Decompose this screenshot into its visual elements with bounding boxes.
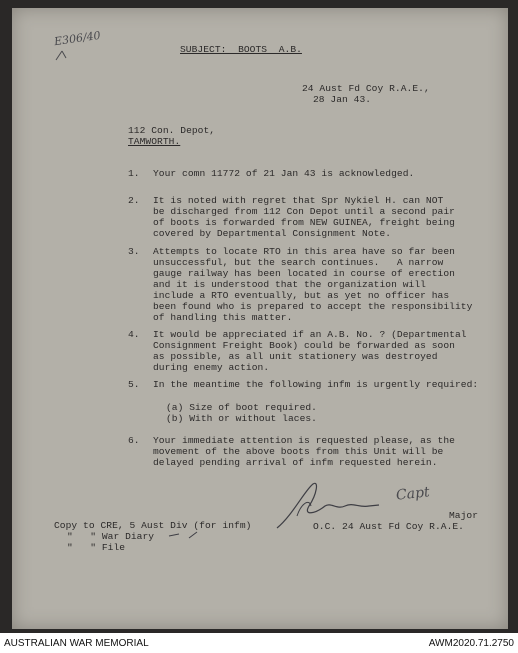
paragraph-line: be discharged from 112 Con Depot until a second pair: [153, 206, 455, 217]
addressee-line2: TAMWORTH.: [128, 136, 181, 147]
sub-item: (b) With or without laces.: [166, 413, 317, 424]
paragraph-number: 5.: [128, 379, 140, 390]
handwritten-tick-icon: [167, 528, 207, 542]
paragraph-line: movement of the above boots from this Unit will be: [153, 446, 444, 457]
paragraph-line: include a RTO eventually, but as yet no officer has: [153, 290, 450, 301]
paragraph-line: as possible, as all unit stationery was destroyed: [153, 351, 438, 362]
paragraph-line: Consignment Freight Book) could be forwarded as soon: [153, 340, 455, 351]
copy-line: " " War Diary: [67, 531, 155, 542]
handwritten-rank: Capt: [395, 484, 431, 504]
paragraph-line: gauge railway has been located in course of erection: [153, 268, 455, 279]
paragraph-line: during enemy action.: [153, 362, 270, 373]
from-unit: 24 Aust Fd Coy R.A.E.,: [302, 83, 430, 94]
paragraph-number: 2.: [128, 195, 140, 206]
paragraph-line: of boots is forwarded from NEW GUINEA, freight being: [153, 217, 455, 228]
institution-name: AUSTRALIAN WAR MEMORIAL: [4, 638, 149, 649]
paragraph-number: 4.: [128, 329, 140, 340]
paragraph-line: of handling this matter.: [153, 312, 293, 323]
paragraph-line: delayed pending arrival of infm requested herein.: [153, 457, 438, 468]
archive-footer: [0, 633, 518, 653]
paragraph-line: It is noted with regret that Spr Nykiel H. can NOT: [153, 195, 444, 206]
accession-number: AWM2020.71.2750: [428, 638, 514, 649]
paragraph-line: covered by Departmental Consignment Note.: [153, 228, 392, 239]
paragraph-line: In the meantime the following infm is urgently required:: [153, 379, 479, 390]
paragraph-line: been found who is prepared to accept the responsibility: [153, 301, 473, 312]
paragraph-line: Your comn 11772 of 21 Jan 43 is acknowledged.: [153, 168, 415, 179]
paragraph-number: 1.: [128, 168, 140, 179]
paragraph-number: 3.: [128, 246, 140, 257]
paragraph-number: 6.: [128, 435, 140, 446]
paragraph-line: and it is understood that the organization will: [153, 279, 426, 290]
handwritten-mark-icon: [52, 48, 74, 64]
paragraph-line: unsuccessful, but the search continues. A narrow: [153, 257, 444, 268]
copy-line: " " File: [67, 542, 126, 553]
typed-rank: Major: [449, 510, 479, 521]
copy-line: Copy to CRE, 5 Aust Div (for infm): [54, 520, 252, 531]
addressee-line1: 112 Con. Depot,: [128, 125, 216, 136]
paragraph-line: It would be appreciated if an A.B. No. ? (Departmental: [153, 329, 467, 340]
subject-line: SUBJECT: BOOTS A.B.: [180, 44, 302, 55]
document-page: [12, 8, 508, 629]
letter-date: 28 Jan 43.: [313, 94, 372, 105]
paragraph-line: Your immediate attention is requested please, as the: [153, 435, 455, 446]
handwritten-reference: E306/40: [53, 28, 102, 49]
paragraph-line: Attempts to locate RTO in this area have so far been: [153, 246, 455, 257]
signature-block: O.C. 24 Aust Fd Coy R.A.E.: [313, 521, 464, 532]
sub-item: (a) Size of boot required.: [166, 402, 317, 413]
